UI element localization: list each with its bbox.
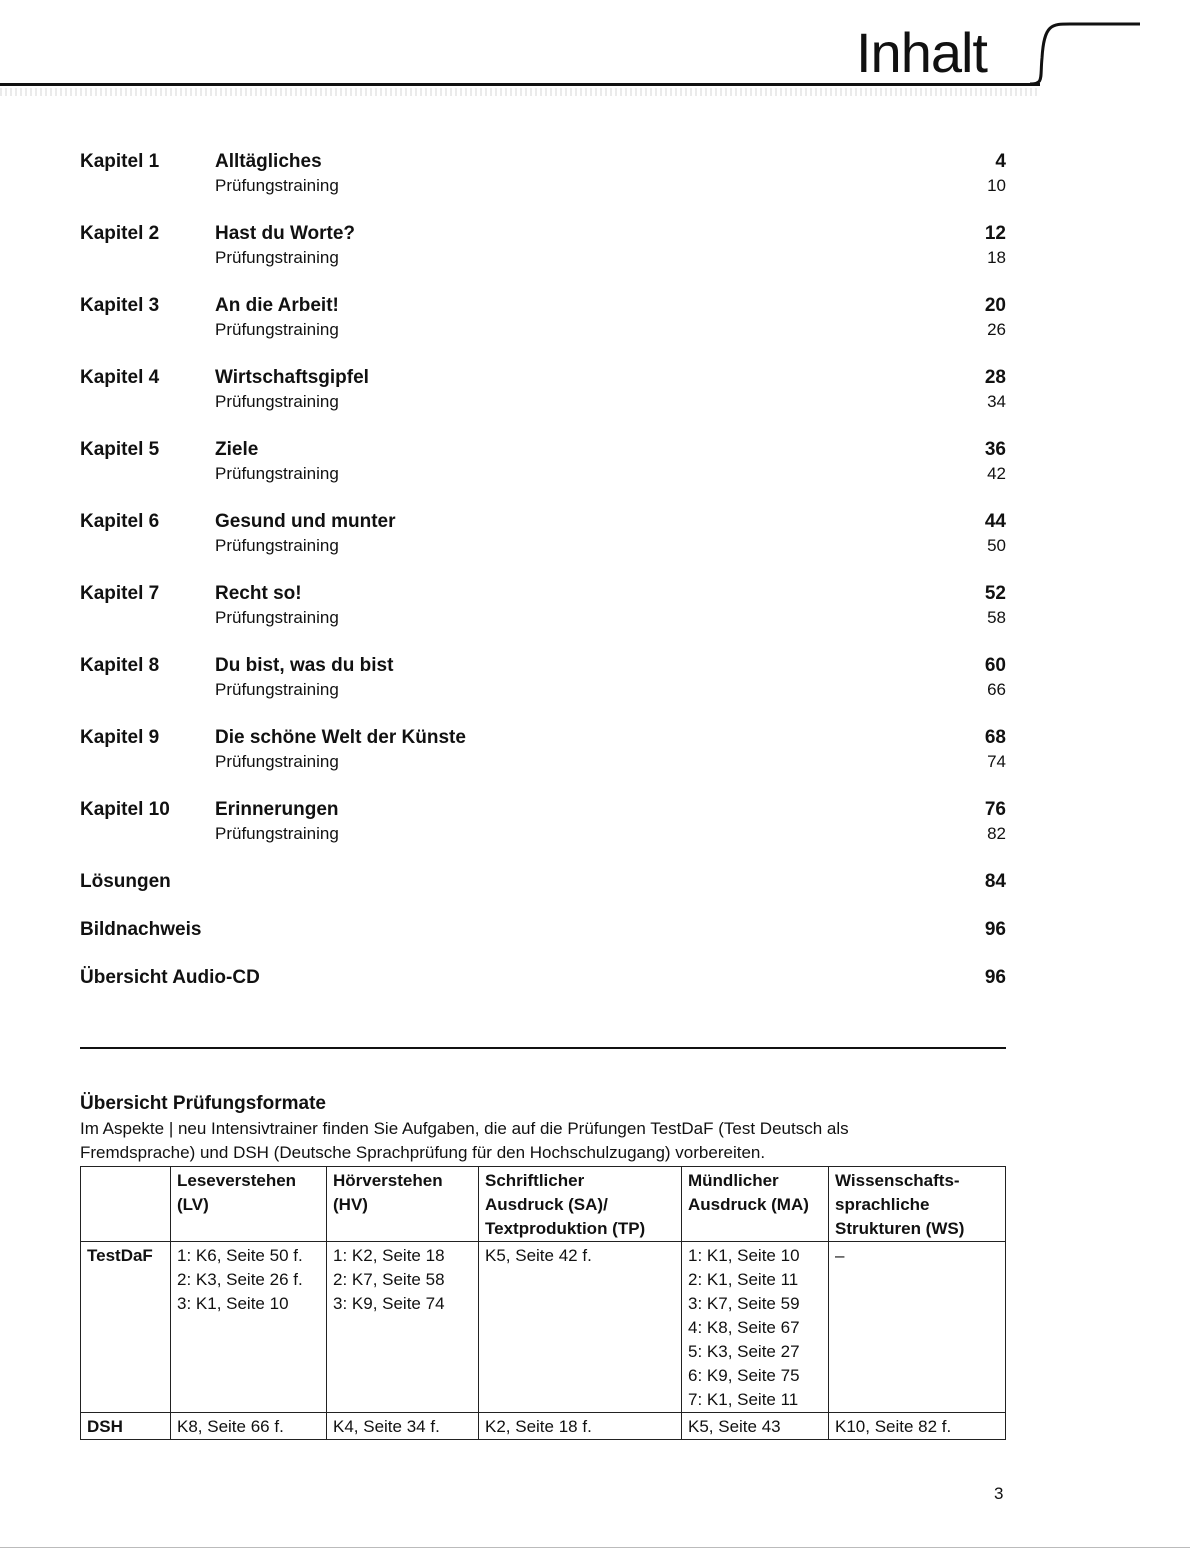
chapter-subsection-page: 50 [987, 536, 1006, 555]
row-label: DSH [81, 1413, 171, 1440]
chapter-label: Kapitel 9 [80, 727, 160, 748]
toc-chapter[interactable] [80, 582, 1006, 654]
table-row [81, 1413, 1006, 1440]
chapter-subsection: Prüfungstraining [215, 752, 339, 771]
cell-reference: 2: K1, Seite 11 [688, 1270, 799, 1289]
chapter-title: Ziele [215, 439, 259, 460]
table-cell [682, 1242, 829, 1413]
chapter-label: Kapitel 4 [80, 367, 160, 388]
column-header-line: Ausdruck (MA) [688, 1195, 809, 1214]
extra-label: Übersicht Audio-CD [80, 967, 260, 988]
page-title: Inhalt [856, 21, 987, 84]
chapter-label: Kapitel 2 [80, 223, 160, 244]
toc-chapter[interactable] [80, 150, 1006, 222]
chapter-subsection-page: 34 [987, 392, 1006, 411]
chapter-subsection: Prüfungstraining [215, 392, 339, 411]
cell-reference: 1: K2, Seite 18 [333, 1246, 445, 1265]
cell-reference: K10, Seite 82 f. [835, 1417, 952, 1436]
chapter-title: Du bist, was du bist [215, 655, 394, 676]
column-header [479, 1167, 682, 1242]
cell-reference: 7: K1, Seite 11 [688, 1390, 799, 1409]
column-header-line: Hörverstehen [333, 1171, 443, 1190]
cell-reference: 3: K9, Seite 74 [333, 1294, 445, 1313]
cell-reference: 2: K7, Seite 58 [333, 1270, 445, 1289]
table-cell [171, 1413, 327, 1440]
extra-page: 96 [984, 919, 1006, 940]
chapter-page: 4 [995, 151, 1006, 172]
table-row [81, 1242, 1006, 1413]
chapter-label: Kapitel 6 [80, 511, 160, 532]
chapter-subsection-page: 18 [987, 248, 1006, 267]
column-header [327, 1167, 479, 1242]
chapter-page: 36 [984, 439, 1006, 460]
chapter-title: Erinnerungen [215, 799, 339, 820]
cell-reference: 3: K7, Seite 59 [688, 1294, 800, 1313]
table-cell [829, 1413, 1006, 1440]
formats-heading: Übersicht Prüfungsformate [80, 1093, 326, 1114]
chapter-subsection: Prüfungstraining [215, 608, 339, 627]
toc-chapter[interactable] [80, 222, 1006, 294]
cell-reference: – [835, 1246, 845, 1265]
chapter-label: Kapitel 7 [80, 583, 160, 604]
cell-reference: K8, Seite 66 f. [177, 1417, 284, 1436]
cell-reference: 6: K9, Seite 75 [688, 1366, 800, 1385]
chapter-subsection-page: 10 [987, 176, 1006, 195]
section-divider [80, 1047, 1006, 1049]
cell-reference: 4: K8, Seite 67 [688, 1318, 800, 1337]
chapter-page: 28 [984, 367, 1006, 388]
column-header-line: Textproduktion (TP) [485, 1219, 646, 1238]
column-header [682, 1167, 829, 1242]
header-swoosh-icon [1030, 18, 1145, 88]
chapter-subsection: Prüfungstraining [215, 320, 339, 339]
extra-label: Bildnachweis [80, 919, 202, 940]
toc-chapter[interactable] [80, 366, 1006, 438]
chapter-subsection-page: 82 [987, 824, 1006, 843]
column-header [829, 1167, 1006, 1242]
toc-extra-entry[interactable] [80, 870, 1006, 918]
table-cell [479, 1413, 682, 1440]
chapter-label: Kapitel 1 [80, 151, 160, 172]
table-cell [479, 1242, 682, 1413]
toc-extra-entry[interactable] [80, 966, 1006, 1014]
chapter-title: Hast du Worte? [215, 223, 356, 244]
table-cell [327, 1242, 479, 1413]
chapter-subsection: Prüfungstraining [215, 536, 339, 555]
exam-formats-table [80, 1166, 1006, 1440]
column-header-line: Leseverstehen [177, 1171, 297, 1190]
page-number: 3 [994, 1484, 1004, 1503]
header-corner-cell [81, 1167, 171, 1242]
table-cell [829, 1242, 1006, 1413]
table-header-row [81, 1167, 1006, 1242]
chapter-title: Gesund und munter [215, 511, 396, 532]
chapter-title: Recht so! [215, 583, 302, 604]
chapter-page: 52 [984, 583, 1006, 604]
row-label: TestDaF [81, 1242, 171, 1413]
extra-page: 84 [984, 871, 1006, 892]
chapter-subsection-page: 26 [987, 320, 1006, 339]
chapter-title: Wirtschaftsgipfel [215, 367, 369, 388]
table-of-contents [80, 150, 1006, 1014]
extra-page: 96 [984, 967, 1006, 988]
chapter-subsection-page: 58 [987, 608, 1006, 627]
toc-chapter[interactable] [80, 438, 1006, 510]
column-header-line: (HV) [333, 1195, 368, 1214]
header-shadow [0, 88, 1040, 96]
column-header-line: Ausdruck (SA)/ [485, 1195, 608, 1214]
chapter-title: Die schöne Welt der Künste [215, 727, 466, 748]
chapter-label: Kapitel 3 [80, 295, 160, 316]
chapter-page: 76 [984, 799, 1006, 820]
chapter-page: 12 [984, 223, 1006, 244]
cell-reference: K5, Seite 43 [688, 1417, 781, 1436]
cell-reference: 1: K6, Seite 50 f. [177, 1246, 303, 1265]
toc-chapter[interactable] [80, 798, 1006, 870]
cell-reference: 5: K3, Seite 27 [688, 1342, 800, 1361]
cell-reference: 3: K1, Seite 10 [177, 1294, 289, 1313]
chapter-title: Alltägliches [215, 151, 322, 172]
chapter-page: 44 [984, 511, 1006, 532]
toc-extra-entry[interactable] [80, 918, 1006, 966]
chapter-label: Kapitel 8 [80, 655, 160, 676]
chapter-page: 68 [984, 727, 1006, 748]
table-cell [171, 1242, 327, 1413]
chapter-title: An die Arbeit! [215, 295, 339, 316]
extra-label: Lösungen [80, 871, 171, 892]
chapter-subsection: Prüfungstraining [215, 824, 339, 843]
cell-reference: 1: K1, Seite 10 [688, 1246, 800, 1265]
column-header-line: Schriftlicher [485, 1171, 585, 1190]
column-header-line: (LV) [177, 1195, 209, 1214]
chapter-subsection-page: 42 [987, 464, 1006, 483]
column-header-line: Strukturen (WS) [835, 1219, 965, 1238]
chapter-subsection: Prüfungstraining [215, 464, 339, 483]
chapter-label: Kapitel 5 [80, 439, 160, 460]
chapter-subsection: Prüfungstraining [215, 248, 339, 267]
bottom-edge [0, 1547, 1190, 1548]
column-header-line: sprachliche [835, 1195, 930, 1214]
chapter-subsection: Prüfungstraining [215, 176, 339, 195]
column-header-line: Wissenschafts- [835, 1171, 960, 1190]
toc-chapter[interactable] [80, 654, 1006, 726]
chapter-subsection-page: 66 [987, 680, 1006, 699]
chapter-subsection-page: 74 [987, 752, 1006, 771]
toc-chapter[interactable] [80, 510, 1006, 582]
chapter-page: 60 [984, 655, 1006, 676]
table-cell [327, 1413, 479, 1440]
cell-reference: K4, Seite 34 f. [333, 1417, 440, 1436]
toc-chapter[interactable] [80, 294, 1006, 366]
cell-reference: K5, Seite 42 f. [485, 1246, 592, 1265]
toc-chapter[interactable] [80, 726, 1006, 798]
cell-reference: K2, Seite 18 f. [485, 1417, 592, 1436]
chapter-label: Kapitel 10 [80, 799, 170, 820]
column-header [171, 1167, 327, 1242]
chapter-page: 20 [984, 295, 1006, 316]
table-cell [682, 1413, 829, 1440]
cell-reference: 2: K3, Seite 26 f. [177, 1270, 303, 1289]
formats-intro: Im Aspekte | neu Intensivtrainer finden Sie Aufgaben, die auf die Prüfungen TestDaF (Test Deutsch als Fremdsprache) und DSH (Deutsche Sprachprüfung für den Hochschulzugang) vorbereiten. [80, 1119, 849, 1162]
column-header-line: Mündlicher [688, 1171, 779, 1190]
chapter-subsection: Prüfungstraining [215, 680, 339, 699]
